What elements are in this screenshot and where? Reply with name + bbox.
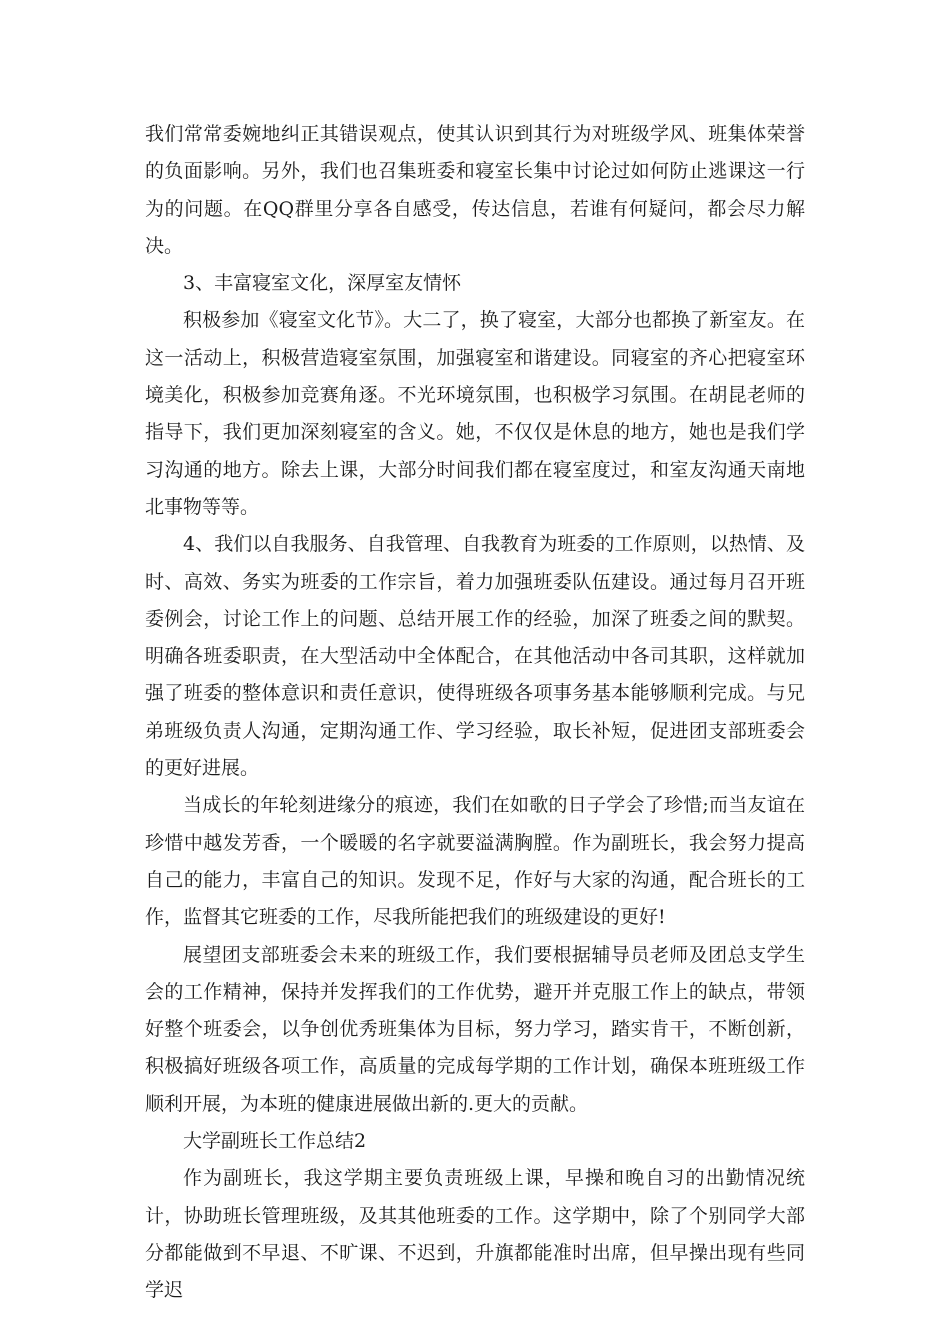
paragraph-outlook: 展望团支部班委会未来的班级工作，我们要根据辅导员老师及团总支学生会的工作精神，保持并发挥我们的工作优势，避开并克服工作上的缺点，带领好整个班委会，以争创优秀班集体为目标，努力学习，踏实肯干，不断创新，积极搞好班级各项工作，高质量的完成每学期的工作计划，确保本班班级工作顺利开展，为本班的健康进展做出新的.更大的贡献。 — [145, 943, 805, 1115]
paragraph-dorm-culture: 积极参加《寝室文化节》。大二了，换了寝室，大部分也都换了新室友。在这一活动上，积极营造寝室氛围，加强寝室和谐建设。同寝室的齐心把寝室环境美化，积极参加竞赛角逐。不光环境氛围，也积极学习氛围。在胡昆老师的指导下，我们更加深刻寝室的含义。她，不仅仅是休息的地方，她也是我们学习沟通的地方。除去上课，大部分时间我们都在寝室度过，和室友沟通天南地北事物等等。 — [145, 309, 805, 518]
paragraph-1: 我们常常委婉地纠正其错误观点，使其认识到其行为对班级学风、班集体荣誉的负面影响。另外，我们也召集班委和寝室长集中讨论过如何防止逃课这一行为的问题。在QQ群里分享各自感受，传达信息，若谁有何疑问，都会尽力解决。 — [145, 123, 805, 257]
document-body — [145, 116, 805, 1310]
paragraph-growth: 当成长的年轮刻进缘分的痕迹，我们在如歌的日子学会了珍惜;而当友谊在珍惜中越发芳香，一个暖暖的名字就要溢满胸膛。作为副班长，我会努力提高自己的能力，丰富自己的知识。发现不足，作好与大家的沟通，配合班长的工作，监督其它班委的工作，尽我所能把我们的班级建设的更好! — [145, 794, 805, 929]
paragraph-vice-monitor-duties: 作为副班长，我这学期主要负责班级上课，早操和晚自习的出勤情况统计，协助班长管理班级，及其其他班委的工作。这学期中，除了个别同学大部分都能做到不早退、不旷课、不迟到，升旗都能准时出席，但早操出现有些同学迟 — [145, 1167, 805, 1302]
section-heading-3: 3、丰富寝室文化，深厚室友情怀 — [183, 272, 462, 295]
paragraph-4-principles: 4、我们以自我服务、自我管理、自我教育为班委的工作原则，以热情、及时、高效、务实为班委的工作宗旨，着力加强班委队伍建设。通过每月召开班委例会，讨论工作上的问题、总结开展工作的经验，加深了班委之间的默契。明确各班委职责，在大型活动中全体配合，在其他活动中各司其职，这样就加强了班委的整体意识和责任意识，使得班级各项事务基本能够顺利完成。与兄弟班级负责人沟通，定期沟通工作、学习经验，取长补短，促进团支部班委会的更好进展。 — [145, 533, 805, 780]
section-title-summary-2: 大学副班长工作总结2 — [183, 1130, 367, 1153]
